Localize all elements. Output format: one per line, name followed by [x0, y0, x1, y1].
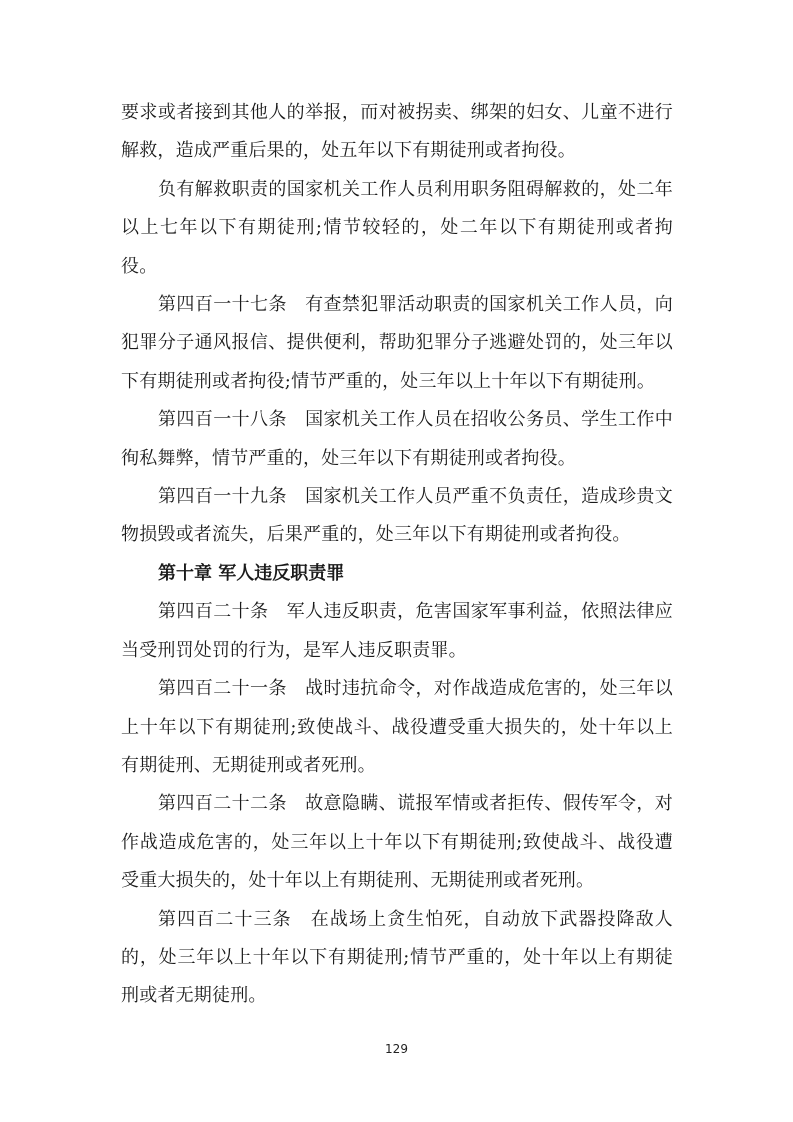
paragraph-rescue-duty — [121, 171, 673, 286]
article-number: 第四百一十八条 — [158, 409, 287, 431]
article-number: 第四百一十七条 — [158, 294, 287, 316]
article-417 — [121, 286, 673, 401]
article-text: 故意隐瞒、谎报军情或者拒传、假传军令，对作战造成危害的，处三年以上十年以下有期徒刑;致使战斗、战役遭受重大损失的，处十年以上有期徒刑、无期徒刑或者死刑。 — [121, 793, 674, 892]
article-text: 国家机关工作人员严重不负责任，造成珍贵文物损毁或者流失，后果严重的，处三年以下有期徒刑或者拘役。 — [121, 486, 674, 546]
article-text: 有查禁犯罪活动职责的国家机关工作人员，向犯罪分子通风报信、提供便利，帮助犯罪分子逃避处罚的，处三年以下有期徒刑或者拘役;情节严重的，处三年以上十年以下有期徒刑。 — [121, 294, 674, 392]
article-text: 战时违抗命令，对作战造成危害的，处三年以上十年以下有期徒刑;致使战斗、战役遭受重大损失的，处十年以上有期徒刑、无期徒刑或者死刑。 — [121, 678, 674, 776]
article-419 — [121, 478, 673, 555]
chapter-heading: 第十章 军人违反职责罪 — [158, 562, 345, 584]
article-number: 第四百二十一条 — [158, 678, 287, 700]
article-418 — [121, 401, 673, 478]
article-421 — [121, 670, 673, 785]
article-number: 第四百一十九条 — [158, 486, 287, 508]
article-number: 第四百二十条 — [158, 601, 269, 623]
article-number: 第四百二十二条 — [158, 793, 287, 815]
article-text: 在战场上贪生怕死，自动放下武器投降敌人的，处三年以上十年以下有期徒刑;情节严重的，处十年以上有期徒刑或者无期徒刑。 — [121, 908, 673, 1007]
article-422 — [121, 785, 673, 900]
article-420 — [121, 593, 673, 670]
article-423 — [121, 901, 673, 1016]
article-text: 国家机关工作人员在招收公务员、学生工作中徇私舞弊，情节严重的，处三年以下有期徒刑或者拘役。 — [121, 409, 674, 469]
article-text: 军人违反职责，危害国家军事利益，依照法律应当受刑罚处罚的行为，是军人违反职责罪。 — [121, 601, 674, 661]
paragraph-text: 要求或者接到其他人的举报，而对被拐卖、绑架的妇女、儿童不进行解救，造成严重后果的，处五年以下有期徒刑或者拘役。 — [121, 102, 673, 162]
paragraph-continuation — [121, 94, 673, 171]
page-number: 129 — [385, 1042, 408, 1056]
paragraph-text: 负有解救职责的国家机关工作人员利用职务阻碍解救的，处二年以上七年以下有期徒刑;情节较轻的，处二年以下有期徒刑或者拘役。 — [121, 178, 673, 277]
article-number: 第四百二十三条 — [158, 908, 292, 930]
document-body — [121, 94, 673, 1016]
